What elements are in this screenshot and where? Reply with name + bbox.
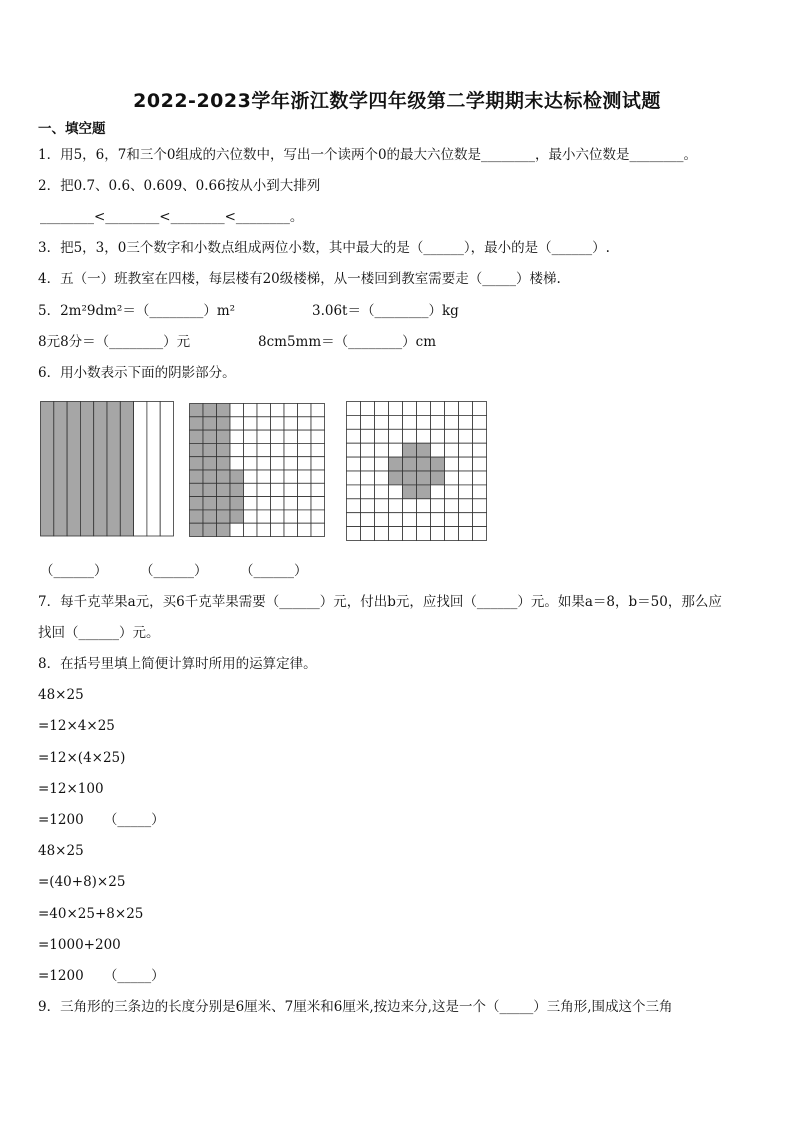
grid-cell <box>298 483 312 496</box>
shaded-cell <box>403 471 417 485</box>
shaded-cell <box>203 404 217 417</box>
shaded-cell <box>190 404 204 417</box>
shaded-cell <box>417 443 431 457</box>
shaded-cell <box>203 430 217 443</box>
shaded-strip <box>67 402 80 537</box>
grid-cell <box>257 457 271 470</box>
grid-cell <box>311 457 325 470</box>
grid-cell <box>284 510 298 523</box>
grid-cell <box>347 429 361 443</box>
shaded-cell <box>417 485 431 499</box>
grid-cell <box>445 471 459 485</box>
grid-cell <box>389 499 403 513</box>
grid-cell <box>431 415 445 429</box>
grid-cell <box>445 415 459 429</box>
shaded-cell <box>203 443 217 456</box>
shaded-cell <box>190 443 204 456</box>
strip <box>147 402 160 537</box>
grid-cell <box>389 415 403 429</box>
grid-cell <box>230 417 244 430</box>
shaded-cell <box>217 443 231 456</box>
grid-cell <box>230 404 244 417</box>
grid-cell <box>284 417 298 430</box>
grid-cell <box>473 471 487 485</box>
grid-cell <box>459 471 473 485</box>
shaded-cell <box>203 497 217 510</box>
grid-cell <box>298 404 312 417</box>
shaded-strip <box>41 402 54 537</box>
grid-cell <box>459 415 473 429</box>
grid-cell <box>311 497 325 510</box>
grid-cell <box>257 510 271 523</box>
shaded-cell <box>190 483 204 496</box>
grid-cell <box>403 499 417 513</box>
figure-strips <box>40 401 174 537</box>
question-7-line-2: 找回（______）元。 <box>38 625 160 641</box>
grid-cell <box>271 510 285 523</box>
grid-cell <box>244 430 258 443</box>
grid-cell <box>431 443 445 457</box>
grid-cell <box>257 523 271 536</box>
shaded-strip <box>54 402 67 537</box>
grid-cell <box>298 510 312 523</box>
grid-cell <box>445 443 459 457</box>
grid-cell <box>375 499 389 513</box>
grid-cell <box>375 513 389 527</box>
grid-cell <box>459 443 473 457</box>
shaded-cell <box>190 457 204 470</box>
grid-cell <box>389 485 403 499</box>
question-7-line-1: 7．每千克苹果a元，买6千克苹果需要（______）元，付出b元，应找回（______）元。如果a＝8，b＝50，那么应 <box>38 594 722 610</box>
grid-cell <box>257 430 271 443</box>
grid-cell <box>271 417 285 430</box>
calc2-step-5: =1200 （_____） <box>38 968 165 984</box>
shaded-cell <box>217 417 231 430</box>
grid-cell <box>230 430 244 443</box>
shaded-cell <box>230 497 244 510</box>
grid-cell <box>417 415 431 429</box>
question-5b: 3.06t＝（________）kg <box>312 303 459 319</box>
grid-cell <box>403 527 417 541</box>
calc2-step-3: =40×25+8×25 <box>38 906 144 922</box>
grid-cell <box>417 499 431 513</box>
question-2: 2．把0.7、0.6、0.609、0.66按从小到大排列 <box>38 178 321 194</box>
grid-cell <box>473 527 487 541</box>
grid-cell <box>459 527 473 541</box>
question-8: 8．在括号里填上简便计算时所用的运算定律。 <box>38 656 317 672</box>
grid-cell <box>311 523 325 536</box>
grid-cell <box>473 499 487 513</box>
grid-cell <box>459 402 473 416</box>
grid-cell <box>257 497 271 510</box>
grid-cell <box>375 402 389 416</box>
grid-cell <box>311 483 325 496</box>
strip <box>160 402 173 537</box>
shaded-cell <box>190 470 204 483</box>
figure-grid-2-svg <box>189 403 325 537</box>
shaded-cell <box>403 443 417 457</box>
shaded-cell <box>403 485 417 499</box>
calc1-step-1: 48×25 <box>38 687 84 703</box>
grid-cell <box>244 483 258 496</box>
shaded-cell <box>217 510 231 523</box>
grid-cell <box>284 430 298 443</box>
grid-cell <box>361 443 375 457</box>
grid-cell <box>361 457 375 471</box>
grid-cell <box>445 513 459 527</box>
grid-cell <box>361 485 375 499</box>
shaded-strip <box>80 402 93 537</box>
shaded-cell <box>417 471 431 485</box>
grid-cell <box>375 527 389 541</box>
grid-cell <box>361 429 375 443</box>
grid-cell <box>431 527 445 541</box>
shaded-cell <box>190 417 204 430</box>
section-heading-fill-in: 一、填空题 <box>38 121 106 137</box>
shaded-cell <box>217 470 231 483</box>
shaded-cell <box>203 510 217 523</box>
grid-cell <box>311 417 325 430</box>
page-title: 2022-2023学年浙江数学四年级第二学期期末达标检测试题 <box>133 90 661 112</box>
grid-cell <box>347 527 361 541</box>
figure-grid-3 <box>346 401 487 541</box>
q6-answer-3: （______） <box>240 563 308 579</box>
grid-cell <box>244 404 258 417</box>
question-2-blanks: ________<________<________<________。 <box>40 209 304 225</box>
grid-cell <box>230 523 244 536</box>
grid-cell <box>347 402 361 416</box>
grid-cell <box>459 429 473 443</box>
grid-cell <box>298 417 312 430</box>
shaded-cell <box>403 457 417 471</box>
grid-cell <box>445 457 459 471</box>
grid-cell <box>473 443 487 457</box>
grid-cell <box>375 471 389 485</box>
grid-cell <box>298 470 312 483</box>
strip <box>134 402 147 537</box>
grid-cell <box>403 513 417 527</box>
grid-cell <box>347 443 361 457</box>
grid-cell <box>284 457 298 470</box>
grid-cell <box>257 417 271 430</box>
grid-cell <box>375 415 389 429</box>
grid-cell <box>257 443 271 456</box>
calc1-step-2: =12×4×25 <box>38 718 115 734</box>
question-5a: 5．2m²9dm²＝（________）m² <box>38 303 236 319</box>
figure-strips-svg <box>40 401 174 537</box>
question-5c: 8元8分＝（________）元 <box>38 334 191 350</box>
grid-cell <box>311 470 325 483</box>
calc2-step-2: =(40+8)×25 <box>38 874 126 890</box>
grid-cell <box>244 497 258 510</box>
shaded-strip <box>94 402 107 537</box>
grid-cell <box>389 443 403 457</box>
grid-cell <box>403 402 417 416</box>
shaded-cell <box>203 483 217 496</box>
question-9: 9．三角形的三条边的长度分别是6厘米、7厘米和6厘米,按边来分,这是一个（_____）三角形,围成这个三角 <box>38 999 673 1015</box>
grid-cell <box>417 513 431 527</box>
grid-cell <box>445 402 459 416</box>
grid-cell <box>271 404 285 417</box>
grid-cell <box>361 513 375 527</box>
grid-cell <box>431 429 445 443</box>
grid-cell <box>389 513 403 527</box>
grid-cell <box>284 470 298 483</box>
question-6: 6．用小数表示下面的阴影部分。 <box>38 365 236 381</box>
grid-cell <box>445 527 459 541</box>
grid-cell <box>473 429 487 443</box>
shaded-cell <box>389 457 403 471</box>
grid-cell <box>244 443 258 456</box>
grid-cell <box>389 527 403 541</box>
grid-cell <box>375 457 389 471</box>
grid-cell <box>298 457 312 470</box>
shaded-cell <box>203 417 217 430</box>
grid-cell <box>389 402 403 416</box>
shaded-cell <box>217 523 231 536</box>
grid-cell <box>389 429 403 443</box>
shaded-cell <box>389 471 403 485</box>
question-5d: 8cm5mm＝（________）cm <box>258 334 437 350</box>
shaded-cell <box>217 457 231 470</box>
grid-cell <box>298 443 312 456</box>
grid-cell <box>347 485 361 499</box>
grid-cell <box>311 443 325 456</box>
grid-cell <box>311 404 325 417</box>
shaded-cell <box>217 483 231 496</box>
shaded-cell <box>431 457 445 471</box>
grid-cell <box>403 415 417 429</box>
question-3: 3．把5，3，0三个数字和小数点组成两位小数，其中最大的是（______），最小的是（______）. <box>38 240 610 256</box>
grid-cell <box>459 485 473 499</box>
grid-cell <box>459 499 473 513</box>
q6-answer-1: （______） <box>40 563 108 579</box>
grid-cell <box>361 415 375 429</box>
grid-cell <box>431 513 445 527</box>
grid-cell <box>361 499 375 513</box>
grid-cell <box>361 527 375 541</box>
grid-cell <box>284 443 298 456</box>
grid-cell <box>244 470 258 483</box>
grid-cell <box>361 402 375 416</box>
grid-cell <box>347 457 361 471</box>
grid-cell <box>375 429 389 443</box>
grid-cell <box>230 457 244 470</box>
grid-cell <box>311 430 325 443</box>
grid-cell <box>473 457 487 471</box>
grid-cell <box>271 523 285 536</box>
grid-cell <box>473 415 487 429</box>
shaded-cell <box>203 457 217 470</box>
grid-cell <box>473 485 487 499</box>
grid-cell <box>257 404 271 417</box>
grid-cell <box>298 523 312 536</box>
grid-cell <box>403 429 417 443</box>
calc1-step-3: =12×(4×25) <box>38 750 126 766</box>
grid-cell <box>284 497 298 510</box>
calc2-step-4: =1000+200 <box>38 937 121 953</box>
grid-cell <box>417 402 431 416</box>
figure-grid-3-svg <box>346 401 487 541</box>
shaded-cell <box>230 483 244 496</box>
grid-cell <box>244 523 258 536</box>
grid-cell <box>230 443 244 456</box>
shaded-cell <box>190 523 204 536</box>
grid-cell <box>271 430 285 443</box>
grid-cell <box>298 430 312 443</box>
grid-cell <box>271 497 285 510</box>
grid-cell <box>473 402 487 416</box>
grid-cell <box>375 443 389 457</box>
grid-cell <box>445 485 459 499</box>
grid-cell <box>375 485 389 499</box>
grid-cell <box>257 470 271 483</box>
shaded-cell <box>190 430 204 443</box>
grid-cell <box>271 457 285 470</box>
shaded-cell <box>217 497 231 510</box>
question-4: 4．五（一）班教室在四楼，每层楼有20级楼梯，从一楼回到教室需要走（_____）楼梯. <box>38 271 561 287</box>
figure-grid-2 <box>189 403 325 537</box>
shaded-cell <box>217 430 231 443</box>
shaded-strip <box>107 402 120 537</box>
shaded-strip <box>120 402 133 537</box>
grid-cell <box>347 415 361 429</box>
shaded-cell <box>230 510 244 523</box>
shaded-cell <box>230 470 244 483</box>
calc2-step-1: 48×25 <box>38 843 84 859</box>
question-1: 1．用5，6，7和三个0组成的六位数中，写出一个读两个0的最大六位数是________，最小六位数是________。 <box>38 147 698 163</box>
grid-cell <box>431 499 445 513</box>
grid-cell <box>284 404 298 417</box>
grid-cell <box>431 402 445 416</box>
shaded-cell <box>217 404 231 417</box>
shaded-cell <box>190 510 204 523</box>
q6-answer-2: （______） <box>140 563 208 579</box>
grid-cell <box>361 471 375 485</box>
grid-cell <box>284 523 298 536</box>
grid-cell <box>244 417 258 430</box>
grid-cell <box>417 527 431 541</box>
grid-cell <box>244 457 258 470</box>
grid-cell <box>473 513 487 527</box>
grid-cell <box>271 470 285 483</box>
grid-cell <box>459 513 473 527</box>
grid-cell <box>244 510 258 523</box>
shaded-cell <box>190 497 204 510</box>
shaded-cell <box>203 470 217 483</box>
grid-cell <box>311 510 325 523</box>
grid-cell <box>445 499 459 513</box>
calc1-step-4: =12×100 <box>38 781 104 797</box>
grid-cell <box>445 429 459 443</box>
calc1-step-5: =1200 （_____） <box>38 812 165 828</box>
grid-cell <box>347 499 361 513</box>
grid-cell <box>257 483 271 496</box>
grid-cell <box>271 483 285 496</box>
grid-cell <box>459 457 473 471</box>
grid-cell <box>271 443 285 456</box>
grid-cell <box>431 485 445 499</box>
grid-cell <box>284 483 298 496</box>
grid-cell <box>417 429 431 443</box>
shaded-cell <box>417 457 431 471</box>
shaded-cell <box>431 471 445 485</box>
grid-cell <box>347 513 361 527</box>
shaded-cell <box>203 523 217 536</box>
grid-cell <box>347 471 361 485</box>
grid-cell <box>298 497 312 510</box>
